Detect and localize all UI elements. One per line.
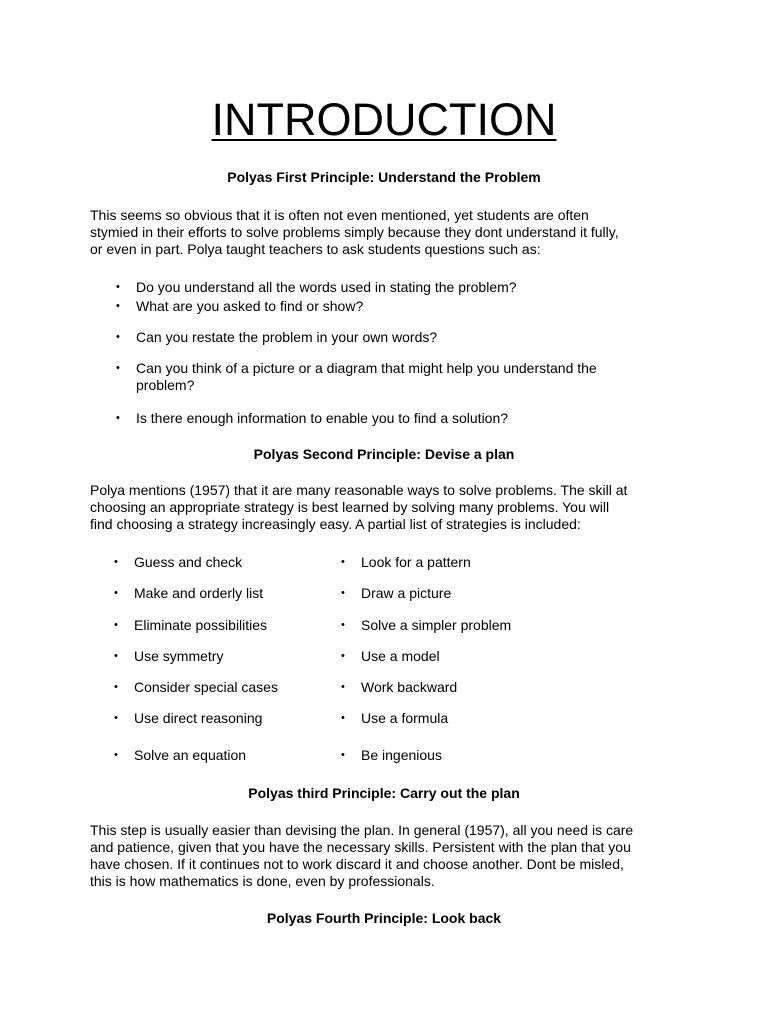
list-item-text: Is there enough information to enable you to find a solution? xyxy=(136,410,509,426)
bullet-icon: • xyxy=(116,362,120,374)
paragraph-line: This step is usually easier than devising the plan. In general (1957), all you need is care xyxy=(90,822,634,838)
bullet-icon: • xyxy=(341,619,345,631)
paragraph-first-principle xyxy=(90,207,690,258)
section-heading-fourth-principle: Polyas Fourth Principle: Look back xyxy=(266,910,502,926)
bullet-icon: • xyxy=(116,331,120,343)
bullet-icon: • xyxy=(114,749,118,761)
bullet-icon: • xyxy=(114,556,118,568)
paragraph-line: or even in part. Polya taught teachers to ask students questions such as: xyxy=(90,241,541,257)
section-heading-first-principle: Polyas First Principle: Understand the Problem xyxy=(227,169,541,185)
strategy-text: Draw a picture xyxy=(361,585,452,601)
paragraph-line: stymied in their efforts to solve problems simply because they dont understand it fully, xyxy=(90,224,619,240)
bullet-icon: • xyxy=(116,412,120,424)
strategy-text: Use symmetry xyxy=(134,648,224,664)
list-item-text: Can you restate the problem in your own words? xyxy=(136,329,438,345)
list-item-text: Do you understand all the words used in stating the problem? xyxy=(136,279,517,295)
strategy-text: Make and orderly list xyxy=(134,585,264,601)
paragraph-second-principle xyxy=(90,482,690,533)
paragraph-line: and patience, given that you have the necessary skills. Persistent with the plan that you xyxy=(90,839,631,855)
paragraph-line: this is how mathematics is done, even by professionals. xyxy=(90,873,435,889)
paragraph-line: choosing an appropriate strategy is best learned by solving many problems. You will xyxy=(90,499,610,515)
bullet-icon: • xyxy=(114,681,118,693)
paragraph-line: have chosen. If it continues not to work discard it and choose another. Dont be misled, xyxy=(90,856,624,872)
strategy-text: Use a formula xyxy=(361,710,449,726)
paragraph-third-principle xyxy=(90,822,690,890)
strategy-text: Work backward xyxy=(361,679,458,695)
strategy-text: Solve an equation xyxy=(134,747,247,763)
bullet-icon: • xyxy=(341,749,345,761)
strategy-text: Guess and check xyxy=(134,554,243,570)
paragraph-line: find choosing a strategy increasingly easy. A partial list of strategies is included: xyxy=(90,516,581,532)
bullet-icon: • xyxy=(341,681,345,693)
paragraph-line: This seems so obvious that it is often not even mentioned, yet students are often xyxy=(90,207,589,223)
list-item-text: Can you think of a picture or a diagram that might help you understand the problem? xyxy=(136,360,597,393)
strategy-text: Be ingenious xyxy=(361,747,442,763)
section-heading-third-principle: Polyas third Principle: Carry out the plan xyxy=(248,785,520,801)
bullet-icon: • xyxy=(341,650,345,662)
bullet-icon: • xyxy=(116,281,120,293)
strategy-text: Eliminate possibilities xyxy=(134,617,268,633)
bullet-icon: • xyxy=(114,587,118,599)
strategy-text: Use a model xyxy=(361,648,440,664)
bullet-icon: • xyxy=(341,712,345,724)
bullet-icon: • xyxy=(341,556,345,568)
bullet-icon: • xyxy=(116,300,120,312)
bullet-icon: • xyxy=(114,650,118,662)
strategy-text: Consider special cases xyxy=(134,679,278,695)
bullet-icon: • xyxy=(114,619,118,631)
strategy-text: Look for a pattern xyxy=(361,554,471,570)
section-heading-second-principle: Polyas Second Principle: Devise a plan xyxy=(253,446,515,462)
page-title: INTRODUCTION xyxy=(211,94,557,145)
paragraph-line: Polya mentions (1957) that it are many reasonable ways to solve problems. The skill at xyxy=(90,482,628,498)
bullet-icon: • xyxy=(341,587,345,599)
strategy-text: Use direct reasoning xyxy=(134,710,263,726)
list-item-text: What are you asked to find or show? xyxy=(136,298,364,314)
strategy-text: Solve a simpler problem xyxy=(361,617,512,633)
bullet-icon: • xyxy=(114,712,118,724)
